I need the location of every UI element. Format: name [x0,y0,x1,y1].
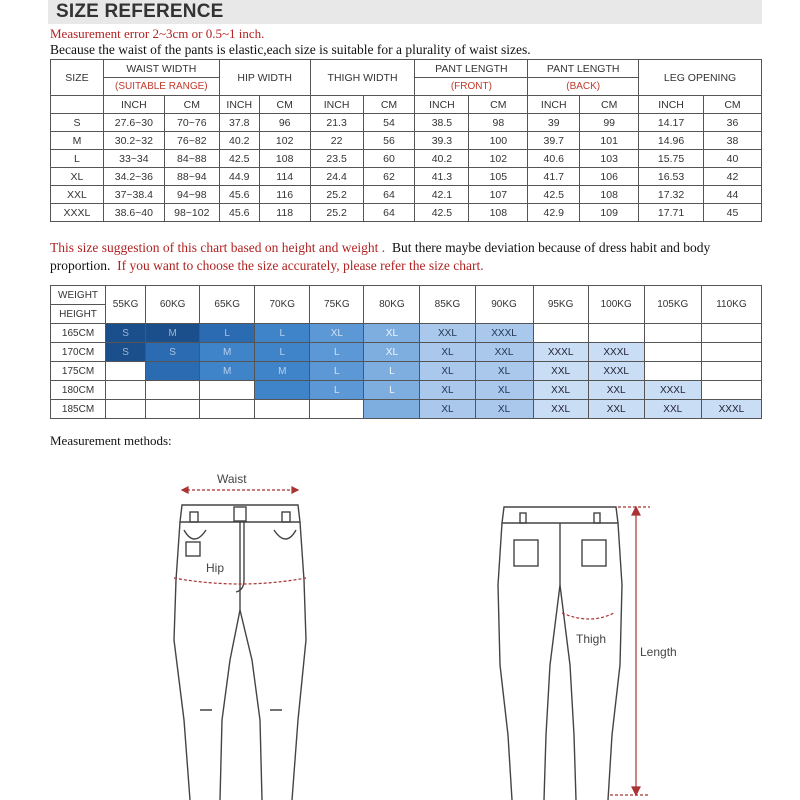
weight-column-header: 55KG [106,286,146,324]
suggested-size-cell: XXL [533,362,588,381]
suggested-size-cell: XL [420,400,475,419]
suggested-size-cell: XXXL [588,343,644,362]
weight-label: WEIGHT [51,286,106,305]
weight-table-body [51,324,762,419]
suggested-size-cell: M [200,343,255,362]
hip-label: Hip [206,561,225,575]
size-cell: M [51,132,104,150]
weight-column-header: 105KG [644,286,701,324]
measurement-cell: 118 [259,204,310,222]
measurement-cell: 44.9 [219,168,259,186]
size-cell: XL [51,168,104,186]
suggested-size-cell: L [200,324,255,343]
measurement-cell: 38 [704,132,762,150]
measurement-cell: 42.5 [528,186,580,204]
suggested-size-cell: XXL [533,400,588,419]
unit-cm: CM [363,96,415,114]
unit-inch: INCH [219,96,259,114]
measurement-cell: 108 [469,204,528,222]
unit-cm: CM [469,96,528,114]
measurement-cell: 116 [259,186,310,204]
size-cell: L [51,150,104,168]
suggested-size-cell: XL [310,324,364,343]
measurement-cell: 14.96 [639,132,704,150]
suggested-size-cell: XXL [475,343,533,362]
measurement-cell: 16.53 [639,168,704,186]
measurement-methods-label: Measurement methods: [50,433,172,448]
unit-row-spacer [51,96,104,114]
suggested-size-cell: M [255,362,310,381]
measurement-cell: 62 [363,168,415,186]
measurement-cell: 114 [259,168,310,186]
suggested-size-cell: XL [475,362,533,381]
weight-column-header: 70KG [255,286,310,324]
measurement-cell: 24.4 [310,168,363,186]
measurement-cell: 84~88 [164,150,219,168]
back-pants-diagram [490,495,690,800]
suggested-size-cell [106,381,146,400]
size-header: SIZE [51,60,104,96]
unit-inch: INCH [639,96,704,114]
measurement-cell: 27.6~30 [103,114,164,132]
suggested-size-cell: M [200,362,255,381]
size-table-header-row-1 [51,60,762,78]
suggested-size-cell: S [146,343,200,362]
measurement-cell: 21.3 [310,114,363,132]
front-pants-outline [174,505,306,800]
weight-column-header: 80KG [364,286,420,324]
height-cell: 185CM [51,400,106,419]
suggested-size-cell: XL [420,362,475,381]
weight-column-header: 75KG [310,286,364,324]
measurement-cell: 15.75 [639,150,704,168]
suggested-size-cell: XXL [588,381,644,400]
measurement-cell: 42 [704,168,762,186]
measurement-cell: 70~76 [164,114,219,132]
measurement-cell: 23.5 [310,150,363,168]
suggested-size-cell: L [255,343,310,362]
height-cell: 175CM [51,362,106,381]
suggested-size-cell: XXXL [701,400,761,419]
suggested-size-cell: XXL [420,324,475,343]
measurement-cell: 45.6 [219,186,259,204]
suggested-size-cell [106,362,146,381]
measurement-cell: 39.7 [528,132,580,150]
measurement-cell: 33~34 [103,150,164,168]
weight-column-header: 65KG [200,286,255,324]
weight-column-header: 110KG [701,286,761,324]
size-cell: S [51,114,104,132]
waist-header: WAIST WIDTH [103,60,219,78]
unit-cm: CM [704,96,762,114]
measurement-cell: 108 [580,186,639,204]
unit-inch: INCH [415,96,469,114]
height-cell: 180CM [51,381,106,400]
waist-subheader: (SUITABLE RANGE) [103,78,219,96]
height-cell: 165CM [51,324,106,343]
suggested-size-cell: XL [420,381,475,400]
suggested-size-cell: XXXL [588,362,644,381]
unit-inch: INCH [310,96,363,114]
suggested-size-cell: XXXL [533,343,588,362]
leg-opening-header: LEG OPENING [639,60,762,96]
height-row [51,343,762,362]
height-row [51,400,762,419]
weight-column-header: 60KG [146,286,200,324]
measurement-cell: 44 [704,186,762,204]
measurement-cell: 108 [259,150,310,168]
size-table [50,59,762,222]
length-label: Length [640,645,677,659]
size-row [51,186,762,204]
measurement-cell: 64 [363,204,415,222]
suggested-size-cell: L [310,343,364,362]
measurement-cell: 39.3 [415,132,469,150]
suggested-size-cell [200,400,255,419]
back-pants-outline [498,507,622,800]
suggested-size-cell [146,400,200,419]
measurement-cell: 107 [469,186,528,204]
suggested-size-cell: XL [475,381,533,400]
suggested-size-cell [255,381,310,400]
thigh-label: Thigh [576,632,607,646]
front-pants-diagram [160,460,320,800]
size-row [51,114,762,132]
measurement-cell: 40.2 [219,132,259,150]
height-row [51,381,762,400]
size-suggestion-note [50,239,765,275]
weight-column-header: 100KG [588,286,644,324]
measurement-cell: 98~102 [164,204,219,222]
measurement-cell: 37.8 [219,114,259,132]
unit-row [51,96,762,114]
size-cell: XXL [51,186,104,204]
suggested-size-cell: L [310,362,364,381]
measurement-error-note: Measurement error 2~3cm or 0.5~1 inch. [50,26,265,41]
suggested-size-cell [146,381,200,400]
measurement-cell: 30.2~32 [103,132,164,150]
measurement-cell: 14.17 [639,114,704,132]
measurement-cell: 42.5 [415,204,469,222]
measurement-cell: 40.2 [415,150,469,168]
suggested-size-cell: XL [364,324,420,343]
suggestion-black-text: But there maybe deviation because of dress habit and body proportion. [50,240,711,273]
measurement-cell: 102 [259,132,310,150]
measurement-cell: 101 [580,132,639,150]
measurement-cell: 22 [310,132,363,150]
waist-elastic-note: Because the waist of the pants is elastic,each size is suitable for a plurality of waist sizes. [50,42,531,57]
suggested-size-cell [644,362,701,381]
suggested-size-cell: L [310,381,364,400]
measurement-cell: 41.7 [528,168,580,186]
weight-height-table [50,285,762,419]
height-label: HEIGHT [51,305,106,324]
suggested-size-cell [533,324,588,343]
measurement-cell: 41.3 [415,168,469,186]
weight-column-header: 85KG [420,286,475,324]
hip-header: HIP WIDTH [219,60,310,96]
measurement-cell: 42.9 [528,204,580,222]
size-row [51,204,762,222]
suggestion-red-text: This size suggestion of this chart based on height and weight . [50,240,386,255]
measurement-cell: 88~94 [164,168,219,186]
suggested-size-cell [146,362,200,381]
suggested-size-cell [701,381,761,400]
measurement-cell: 38.5 [415,114,469,132]
measurement-cell: 39 [528,114,580,132]
suggested-size-cell: XXXL [644,381,701,400]
suggested-size-cell: L [364,362,420,381]
thigh-header: THIGH WIDTH [310,60,415,96]
measurement-cell: 25.2 [310,204,363,222]
measurement-cell: 60 [363,150,415,168]
measurement-cell: 105 [469,168,528,186]
measurement-cell: 100 [469,132,528,150]
suggested-size-cell: XXL [533,381,588,400]
suggested-size-cell [310,400,364,419]
measurement-cell: 34.2~36 [103,168,164,186]
height-row [51,362,762,381]
measurement-cell: 45 [704,204,762,222]
suggested-size-cell: XXL [644,400,701,419]
measurement-cell: 56 [363,132,415,150]
suggested-size-cell: XL [420,343,475,362]
measurement-cell: 17.32 [639,186,704,204]
suggested-size-cell: XL [364,343,420,362]
measurement-cell: 42.1 [415,186,469,204]
suggested-size-cell: L [255,324,310,343]
measurement-cell: 109 [580,204,639,222]
suggested-size-cell [364,400,420,419]
measurement-cell: 38.6~40 [103,204,164,222]
measurement-cell: 17.71 [639,204,704,222]
measurement-cell: 36 [704,114,762,132]
measurement-cell: 45.6 [219,204,259,222]
weight-header-row [51,286,762,305]
pant-front-header: PANT LENGTH [415,60,528,78]
suggested-size-cell [644,324,701,343]
suggested-size-cell [701,343,761,362]
measurement-cell: 40.6 [528,150,580,168]
suggested-size-cell: XL [475,400,533,419]
weight-column-header: 90KG [475,286,533,324]
suggested-size-cell [255,400,310,419]
suggested-size-cell [644,343,701,362]
unit-cm: CM [164,96,219,114]
height-cell: 170CM [51,343,106,362]
suggested-size-cell: M [146,324,200,343]
measurement-cell: 96 [259,114,310,132]
suggested-size-cell: L [364,381,420,400]
measurement-cell: 37~38.4 [103,186,164,204]
unit-inch: INCH [528,96,580,114]
measurement-cell: 54 [363,114,415,132]
suggested-size-cell [701,324,761,343]
suggested-size-cell [701,362,761,381]
unit-inch: INCH [103,96,164,114]
height-row [51,324,762,343]
unit-cm: CM [580,96,639,114]
measurement-cell: 42.5 [219,150,259,168]
measurement-cell: 94~98 [164,186,219,204]
suggested-size-cell: S [106,324,146,343]
size-row [51,150,762,168]
size-row [51,132,762,150]
measurement-cell: 103 [580,150,639,168]
size-cell: XXXL [51,204,104,222]
measurement-cell: 76~82 [164,132,219,150]
measurement-cell: 99 [580,114,639,132]
measurement-cell: 106 [580,168,639,186]
pant-front-subheader: (FRONT) [415,78,528,96]
pant-back-subheader: (BACK) [528,78,639,96]
pant-back-header: PANT LENGTH [528,60,639,78]
measurement-cell: 40 [704,150,762,168]
suggested-size-cell [200,381,255,400]
page-title: SIZE REFERENCE [56,1,224,22]
suggested-size-cell [106,400,146,419]
measurement-cell: 102 [469,150,528,168]
suggestion-red-text-2: If you want to choose the size accurately, please refer the size chart. [117,258,484,273]
unit-cm: CM [259,96,310,114]
measurement-cell: 98 [469,114,528,132]
measurement-cell: 25.2 [310,186,363,204]
suggested-size-cell: XXL [588,400,644,419]
waist-label: Waist [217,472,247,486]
weight-column-header: 95KG [533,286,588,324]
size-row [51,168,762,186]
size-table-body [51,114,762,222]
measurement-cell: 64 [363,186,415,204]
suggested-size-cell: S [106,343,146,362]
suggested-size-cell [588,324,644,343]
suggested-size-cell: XXXL [475,324,533,343]
